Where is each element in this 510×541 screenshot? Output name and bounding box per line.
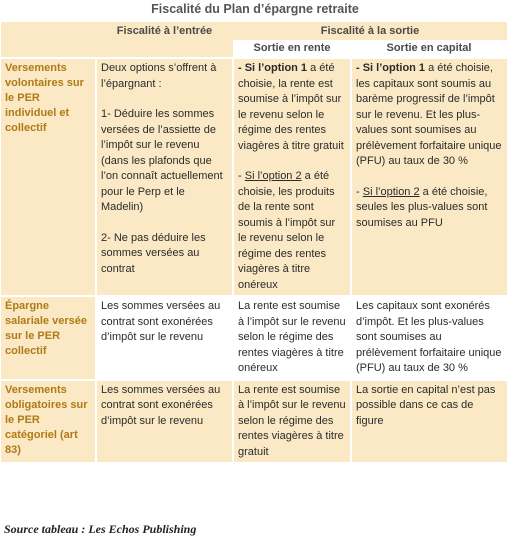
cell-entree: Les sommes versées au contrat sont exonérées d’impôt sur le revenu — [96, 296, 233, 380]
subheader-row — [1, 40, 507, 58]
cell-capital: Les capitaux sont exonérés d’impôt. Et les plus-values sont soumises au prélèvement forfaitaire unique (PFU) au taux de 30 % — [351, 296, 507, 380]
entree-intro: Deux options s’offrent à l’épargnant : — [101, 62, 217, 90]
cell-capital: La sortie en capital n’est pas possible dans ce cas de figure — [351, 380, 507, 463]
option-1-text: - Déduire les sommes versées de l’assiette de l’impôt sur le revenu (dans les plafonds que l’on connaît actuellement pour le Perp et le Madelin) — [101, 108, 223, 213]
cell-capital — [351, 58, 507, 296]
row-label: Versements volontaires sur le PER individuel et collectif — [1, 58, 96, 296]
entree-option-1 — [101, 107, 228, 216]
table-title: Fiscalité du Plan d’épargne retraite — [151, 2, 359, 16]
header-empty — [1, 22, 96, 40]
header-entree: Fiscalité à l’entrée — [96, 22, 233, 40]
capital-option-2-prefix: - — [356, 185, 363, 198]
cell-rente — [233, 58, 351, 296]
rente-option-1-prefix: - Si l’option 1 — [238, 62, 308, 74]
cell-entree: Les sommes versées au contrat sont exonérées d’impôt sur le revenu — [96, 380, 233, 463]
table-row — [1, 58, 507, 296]
capital-option-2 — [356, 185, 503, 232]
capital-option-2-text: a été choisie, seules les plus-values sont soumises au PFU — [356, 185, 488, 229]
subheader-empty-1 — [1, 40, 96, 58]
table-row — [1, 296, 507, 380]
header-rente: Sortie en rente — [233, 40, 351, 58]
capital-option-1 — [356, 61, 503, 170]
rente-option-1 — [238, 61, 346, 154]
rente-option-2-text: a été choisie, les produits de la rente sont soumis à l’impôt sur le revenu selon le régime des rentes viagères à titre onéreux — [238, 170, 336, 291]
option-1-number: 1 — [101, 108, 108, 120]
option-2-number: 2 — [101, 231, 108, 244]
cell-rente: La rente est soumise à l’impôt sur le revenu selon le régime des rentes viagères à titre gratuit — [233, 380, 351, 463]
table-row — [1, 380, 507, 463]
capital-option-1-prefix: - Si l’option 1 — [356, 62, 426, 74]
rente-option-2-prefix: - — [238, 170, 245, 182]
cell-rente: La rente est soumise à l’impôt sur le revenu selon le régime des rentes viagères à titre onéreux — [233, 296, 351, 380]
cell-entree — [96, 58, 233, 296]
row-label: Versements obligatoires sur le PER catégoriel (art 83) — [1, 380, 96, 463]
header-row — [1, 22, 507, 40]
entree-option-2 — [101, 231, 228, 278]
rente-option-2-link: Si l’option 2 — [244, 170, 302, 182]
option-2-text: - Ne pas déduire les sommes versées au contrat — [101, 231, 206, 275]
header-sortie: Fiscalité à la sortie — [233, 22, 507, 40]
rente-option-1-text: a été choisie, la rente est soumise à l’impôt sur le revenu selon le régime des rentes viagères à titre gratuit — [238, 62, 344, 152]
rente-option-2 — [238, 169, 346, 293]
row-label: Épargne salariale versée sur le PER collectif — [1, 296, 96, 380]
source-caption: Source tableau : Les Echos Publishing — [4, 522, 197, 536]
subheader-empty-2 — [96, 40, 233, 58]
capital-option-1-text: a été choisie, les capitaux sont soumis au barème progressif de l’impôt sur le revenu. Et les plus-values sont soumises au prélèvement forfaitaire unique (PFU) au taux de 30 % — [356, 62, 502, 167]
capital-option-2-link: Si l’option 2 — [362, 185, 420, 198]
fiscal-table — [1, 22, 507, 462]
header-capital: Sortie en capital — [351, 40, 507, 58]
